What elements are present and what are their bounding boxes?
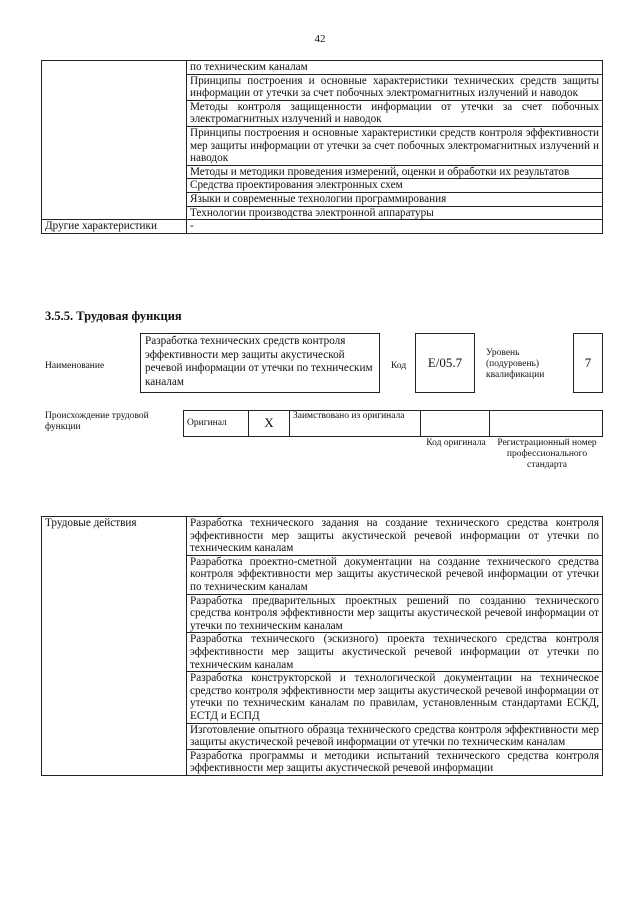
- labor-action: Разработка программы и методики испытаний технического средства контроля эффективности мер защиты акустической речевой информации: [187, 749, 603, 775]
- section-title: 3.5.5. Трудовая функция: [45, 309, 182, 323]
- knowledge-table: [41, 60, 603, 234]
- reg-number-cell: [490, 411, 603, 437]
- knowledge-item: Принципы построения и основные характеристики технических средств защиты информации от утечки за счет побочных электромагнитных излучений и наводок: [187, 74, 603, 100]
- labor-action: Разработка технического (эскизного) проекта технического средства контроля эффективности мер защиты акустической речевой информации от утечки по техническим каналам: [187, 633, 603, 672]
- other-characteristics-value: -: [187, 220, 603, 234]
- origin-label: Происхождение трудовой функции: [45, 411, 149, 432]
- code-original-caption: Код оригинала: [426, 438, 486, 448]
- knowledge-item: Средства проектирования электронных схем: [187, 179, 603, 193]
- name-label: Наименование: [45, 361, 105, 371]
- labor-action: Разработка проектно-сметной документации на создание технического средства контроля эффективности мер защиты акустической речевой информации от утечки по техническим каналам: [187, 555, 603, 594]
- knowledge-item: Принципы построения и основные характеристики средств контроля эффективности мер защиты информации от утечки за счет побочных электромагнитных излучений и наводок: [187, 126, 603, 165]
- level-label: Уровень (подуровень) квалификации: [486, 348, 545, 380]
- knowledge-item: Методы контроля защищенности информации от утечки за счет побочных электромагнитных излучений и наводок: [187, 100, 603, 126]
- labor-action: Разработка технического задания на создание технического средства контроля эффективности мер защиты акустической речевой информации от утечки по техническим каналам: [187, 517, 603, 556]
- level-box: 7: [573, 333, 603, 393]
- knowledge-item: Языки и современные технологии программирования: [187, 192, 603, 206]
- original-label: Оригинал: [184, 411, 249, 437]
- page-number: 42: [314, 33, 326, 45]
- other-characteristics-label: Другие характеристики: [42, 220, 187, 234]
- knowledge-item: по техническим каналам: [187, 61, 603, 75]
- empty-label-cell: [42, 61, 187, 220]
- labor-actions-label: Трудовые действия: [42, 517, 187, 776]
- code-label: Код: [391, 361, 407, 371]
- labor-action: Разработка конструкторской и технологической документации на техническое средство контроля эффективности мер защиты акустической речевой информации от утечки по техническим каналам по правилам, установленным стандартами ЕСКД, ЕСТД и ЕСПД: [187, 672, 603, 723]
- code-original-cell: [421, 411, 490, 437]
- code-box: E/05.7: [415, 333, 475, 393]
- knowledge-item: Методы и методики проведения измерений, оценки и обработки их результатов: [187, 165, 603, 179]
- labor-actions-table: [41, 516, 603, 776]
- function-name-box: Разработка технических средств контроля эффективности мер защиты акустической речевой информации от утечки по техническим каналам: [140, 333, 380, 393]
- labor-action: Разработка предварительных проектных решений по созданию технического средства контроля эффективности мер защиты акустической речевой информации от утечки по техническим каналам: [187, 594, 603, 633]
- origin-table: [183, 410, 603, 437]
- original-mark: X: [249, 411, 290, 437]
- labor-action: Изготовление опытного образца технического средства контроля эффективности мер защиты акустической речевой информации от утечки по техническим каналам: [187, 723, 603, 749]
- reg-number-caption: Регистрационный номер профессионального стандарта: [497, 438, 597, 470]
- borrowed-label: Заимствовано из оригинала: [290, 411, 421, 437]
- knowledge-item: Технологии производства электронной аппаратуры: [187, 206, 603, 220]
